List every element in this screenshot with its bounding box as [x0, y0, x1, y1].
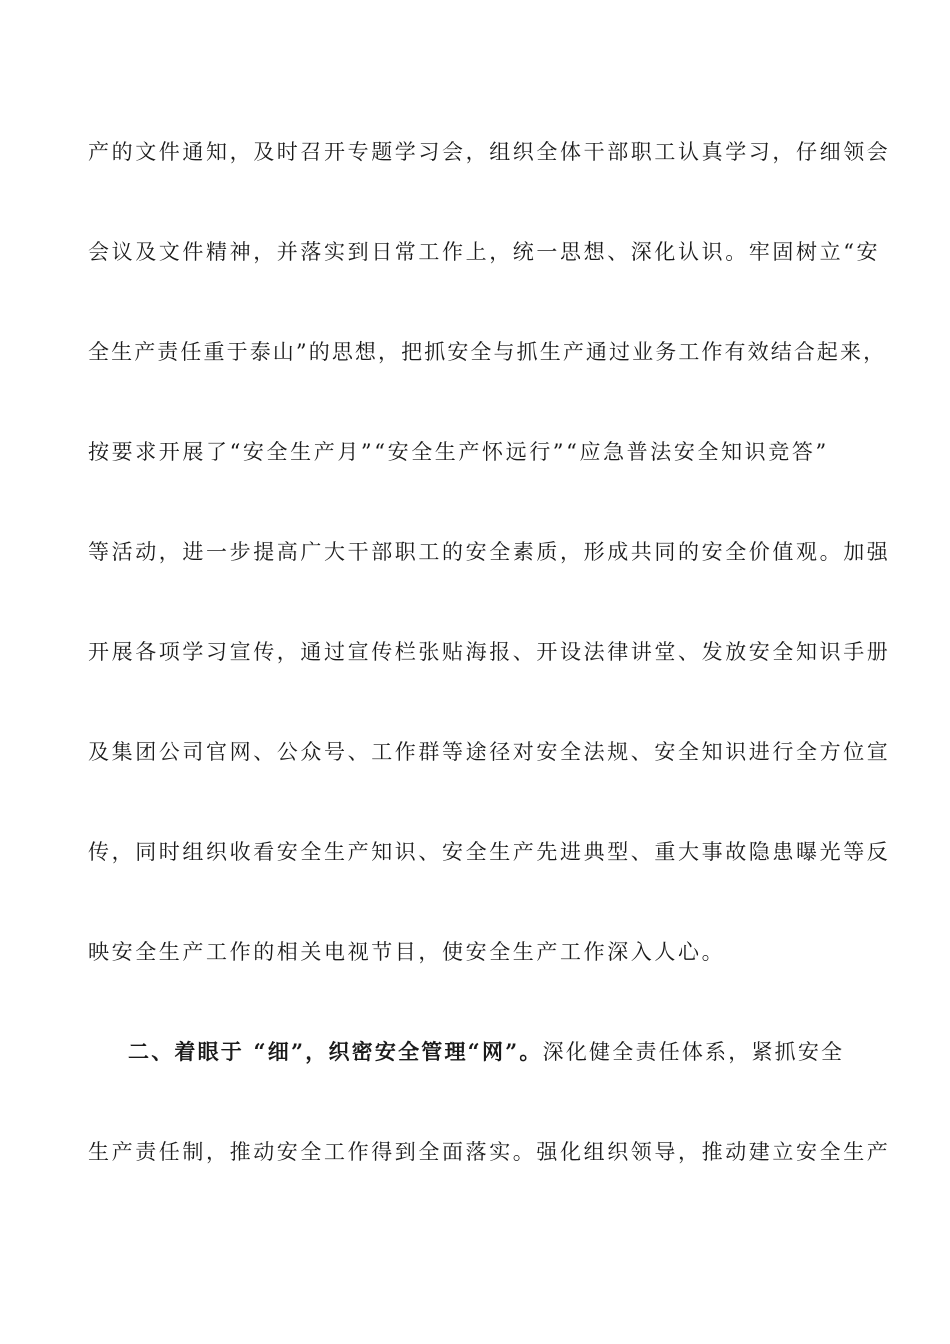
- section-text: 深化健全责任体系，紧抓安全: [542, 1040, 845, 1064]
- paragraph-line: 全生产责任重于泰山”的思想，把抓安全与抓生产通过业务工作有效结合起来，: [88, 340, 887, 364]
- paragraph-line: 等活动，进一步提高广大干部职工的安全素质，形成共同的安全价值观。加强: [88, 540, 891, 564]
- paragraph-line: 映安全生产工作的相关电视节目，使安全生产工作深入人心。: [88, 940, 726, 964]
- paragraph-line: 生产责任制，推动安全工作得到全面落实。强化组织领导，推动建立安全生产: [88, 1140, 891, 1164]
- paragraph-line: 及集团公司官网、公众号、工作群等途径对安全法规、安全知识进行全方位宣: [88, 740, 891, 764]
- section-heading-line: [128, 1036, 878, 1068]
- paragraph-line: 按要求开展了“安全生产月”“安全生产怀远行”“应急普法安全知识竞答”: [88, 440, 829, 464]
- paragraph-line: 传，同时组织收看安全生产知识、安全生产先进典型、重大事故隐患曝光等反: [88, 840, 891, 864]
- paragraph-line: 产的文件通知，及时召开专题学习会，组织全体干部职工认真学习，仔细领会: [88, 140, 891, 164]
- paragraph-line: 开展各项学习宣传，通过宣传栏张贴海报、开设法律讲堂、发放安全知识手册: [88, 640, 891, 664]
- paragraph-line: 会议及文件精神，并落实到日常工作上，统一思想、深化认识。牢固树立“安: [88, 240, 881, 264]
- section-heading: 二、着眼于 “细”，织密安全管理“网”。: [128, 1039, 543, 1064]
